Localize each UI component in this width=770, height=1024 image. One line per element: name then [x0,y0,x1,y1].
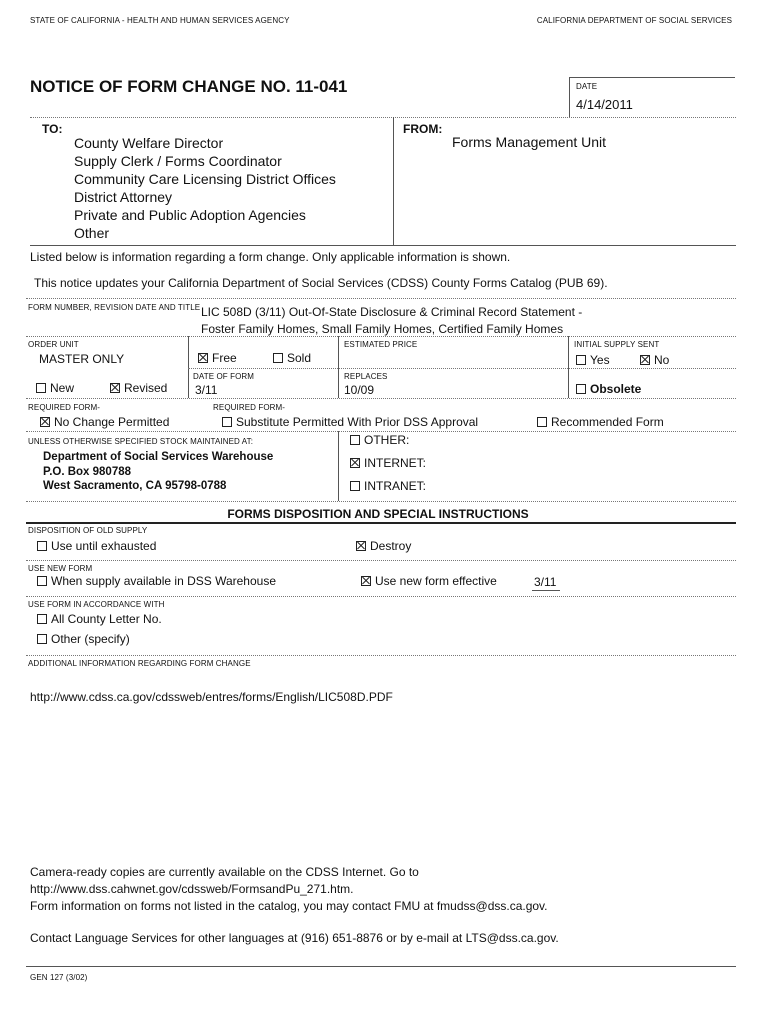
yes-label: Yes [590,353,610,367]
destroy-label: Destroy [370,539,412,553]
date-of-form-value: 3/11 [195,383,218,397]
column-divider [568,336,569,398]
checked-checkbox-icon[interactable] [640,355,650,365]
intro-line-1: Listed below is information regarding a form change. Only applicable information is shown. [30,250,511,264]
all-county-letter-option[interactable] [37,612,162,626]
checkbox-icon[interactable] [350,481,360,491]
divider [26,560,736,561]
checkbox-icon[interactable] [37,614,47,624]
form-number-label: FORM NUMBER, REVISION DATE AND TITLE [28,303,201,312]
footer-rule [26,966,736,967]
when-supply-available-option[interactable] [37,574,276,588]
checkbox-icon[interactable] [36,383,46,393]
column-divider [338,431,339,501]
other-label: OTHER: [364,433,410,447]
accordance-label: USE FORM IN ACCORDANCE WITH [28,600,165,609]
divider [30,117,736,118]
recipient-item: Community Care Licensing District Offices [74,171,336,187]
page-title: NOTICE OF FORM CHANGE NO. 11-041 [30,77,348,96]
checked-checkbox-icon[interactable] [361,576,371,586]
use-until-exhausted-label: Use until exhausted [51,539,157,553]
old-supply-label: DISPOSITION OF OLD SUPPLY [28,526,148,535]
checked-checkbox-icon[interactable] [350,458,360,468]
checkbox-icon[interactable] [273,353,283,363]
no-label: No [654,353,670,367]
required-form-label: REQUIRED FORM- [28,403,101,412]
recipient-item: Private and Public Adoption Agencies [74,207,306,223]
recipient-item: Other [74,225,110,241]
disposition-heading: FORMS DISPOSITION AND SPECIAL INSTRUCTIONS [227,507,529,521]
all-county-letter-label: All County Letter No. [51,612,162,626]
from-value: Forms Management Unit [452,134,607,150]
estimated-price-label: ESTIMATED PRICE [344,340,418,349]
checked-checkbox-icon[interactable] [40,417,50,427]
obsolete-label: Obsolete [590,382,642,396]
free-option[interactable] [198,351,237,365]
intro-line-2: This notice updates your California Department of Social Services (CDSS) County Forms Catalog (PUB 69). [34,276,608,290]
divider [26,398,736,399]
new-label: New [50,381,75,395]
checkbox-icon[interactable] [537,417,547,427]
effective-date-underline [532,590,560,591]
obsolete-option[interactable] [576,382,641,396]
additional-info-label: ADDITIONAL INFORMATION REGARDING FORM CHANGE [28,659,251,668]
no-change-label: No Change Permitted [54,415,170,429]
sold-option[interactable] [273,351,311,365]
checked-checkbox-icon[interactable] [110,383,120,393]
recipient-item: Supply Clerk / Forms Coordinator [74,153,282,169]
date-value: 4/14/2011 [576,97,633,112]
when-supply-available-label: When supply available in DSS Warehouse [51,574,277,588]
divider [26,431,736,432]
column-divider [338,336,339,398]
required-form-label: REQUIRED FORM- [213,403,286,412]
replaces-label: REPLACES [344,372,388,381]
to-from-divider [393,117,394,245]
camera-line: Form information on forms not listed in the catalog, you may contact FMU at fmudss@dss.ca.gov. [30,899,548,913]
use-new-form-effective-label: Use new form effective [375,574,497,588]
camera-line-url[interactable]: http://www.dss.cahwnet.gov/cdssweb/FormsandPu_271.htm. [30,882,354,896]
form-title-line-1: LIC 508D (3/11) Out-Of-State Disclosure & Criminal Record Statement - [201,305,583,319]
no-option[interactable] [640,353,669,367]
replaces-value: 10/09 [344,383,375,397]
divider [26,655,736,656]
date-divider [569,77,570,117]
order-unit-value: MASTER ONLY [39,352,125,366]
address-line: Department of Social Services Warehouse [43,451,274,463]
use-new-form-effective-option[interactable] [361,574,497,588]
checkbox-icon[interactable] [222,417,232,427]
camera-ready-note [30,864,548,915]
free-label: Free [212,351,237,365]
internet-option[interactable] [350,456,426,470]
recommended-option[interactable] [537,415,664,429]
revised-label: Revised [124,381,168,395]
checkbox-icon[interactable] [350,435,360,445]
checked-checkbox-icon[interactable] [356,541,366,551]
intranet-label: INTRANET: [364,479,427,493]
order-unit-label: ORDER UNIT [28,340,79,349]
recipient-item: District Attorney [74,189,173,205]
column-divider [188,336,189,398]
department-name: CALIFORNIA DEPARTMENT OF SOCIAL SERVICES [536,16,732,25]
address-line: West Sacramento, CA 95798-0788 [43,480,227,492]
heading-rule [26,522,736,524]
intranet-option[interactable] [350,479,426,493]
address-line: P.O. Box 980788 [43,465,132,478]
checkbox-icon[interactable] [37,634,47,644]
checked-checkbox-icon[interactable] [198,353,208,363]
additional-info-url[interactable]: http://www.cdss.ca.gov/cdssweb/entres/forms/English/LIC508D.PDF [30,690,393,704]
checkbox-icon[interactable] [576,355,586,365]
recipient-list [74,134,336,242]
new-option[interactable] [36,381,74,395]
divider [26,298,736,299]
divider [26,596,736,597]
checkbox-icon[interactable] [576,384,586,394]
internet-label: INTERNET: [364,456,427,470]
camera-line: Camera-ready copies are currently available on the CDSS Internet. Go to [30,865,419,879]
date-box-top [569,77,735,78]
recommended-label: Recommended Form [551,415,664,429]
language-services-note: Contact Language Services for other languages at (916) 651-8876 or by e-mail at LTS@dss.ca.gov. [30,931,559,945]
sold-label: Sold [287,351,312,365]
recipient-item: County Welfare Director [74,135,224,151]
other-specify-option[interactable] [37,632,130,646]
substitute-option[interactable] [222,415,478,429]
form-title-line-2: Foster Family Homes, Small Family Homes, Certified Family Homes [201,322,564,336]
destroy-option[interactable] [356,539,411,553]
checkbox-icon[interactable] [37,541,47,551]
initial-supply-label: INITIAL SUPPLY SENT [574,340,660,349]
divider [30,245,736,246]
divider [188,368,736,369]
use-new-form-label: USE NEW FORM [28,564,93,573]
date-of-form-label: DATE OF FORM [193,372,255,381]
from-label: FROM: [403,122,443,136]
stock-address [43,450,273,494]
stock-label: UNLESS OTHERWISE SPECIFIED STOCK MAINTAINED AT: [28,437,254,446]
no-change-option[interactable] [40,415,169,429]
form-id: GEN 127 (3/02) [30,973,88,982]
use-until-exhausted-option[interactable] [37,539,156,553]
other-specify-label: Other (specify) [51,632,130,646]
agency-name: STATE OF CALIFORNIA - HEALTH AND HUMAN SERVICES AGENCY [30,16,290,25]
checkbox-icon[interactable] [37,576,47,586]
date-label: DATE [576,82,598,91]
divider [26,501,736,502]
revised-option[interactable] [110,381,167,395]
to-label: TO: [42,122,63,136]
yes-option[interactable] [576,353,610,367]
effective-date: 3/11 [534,575,557,589]
substitute-label: Substitute Permitted With Prior DSS Approval [236,415,479,429]
other-option[interactable] [350,433,409,447]
divider [26,336,736,337]
